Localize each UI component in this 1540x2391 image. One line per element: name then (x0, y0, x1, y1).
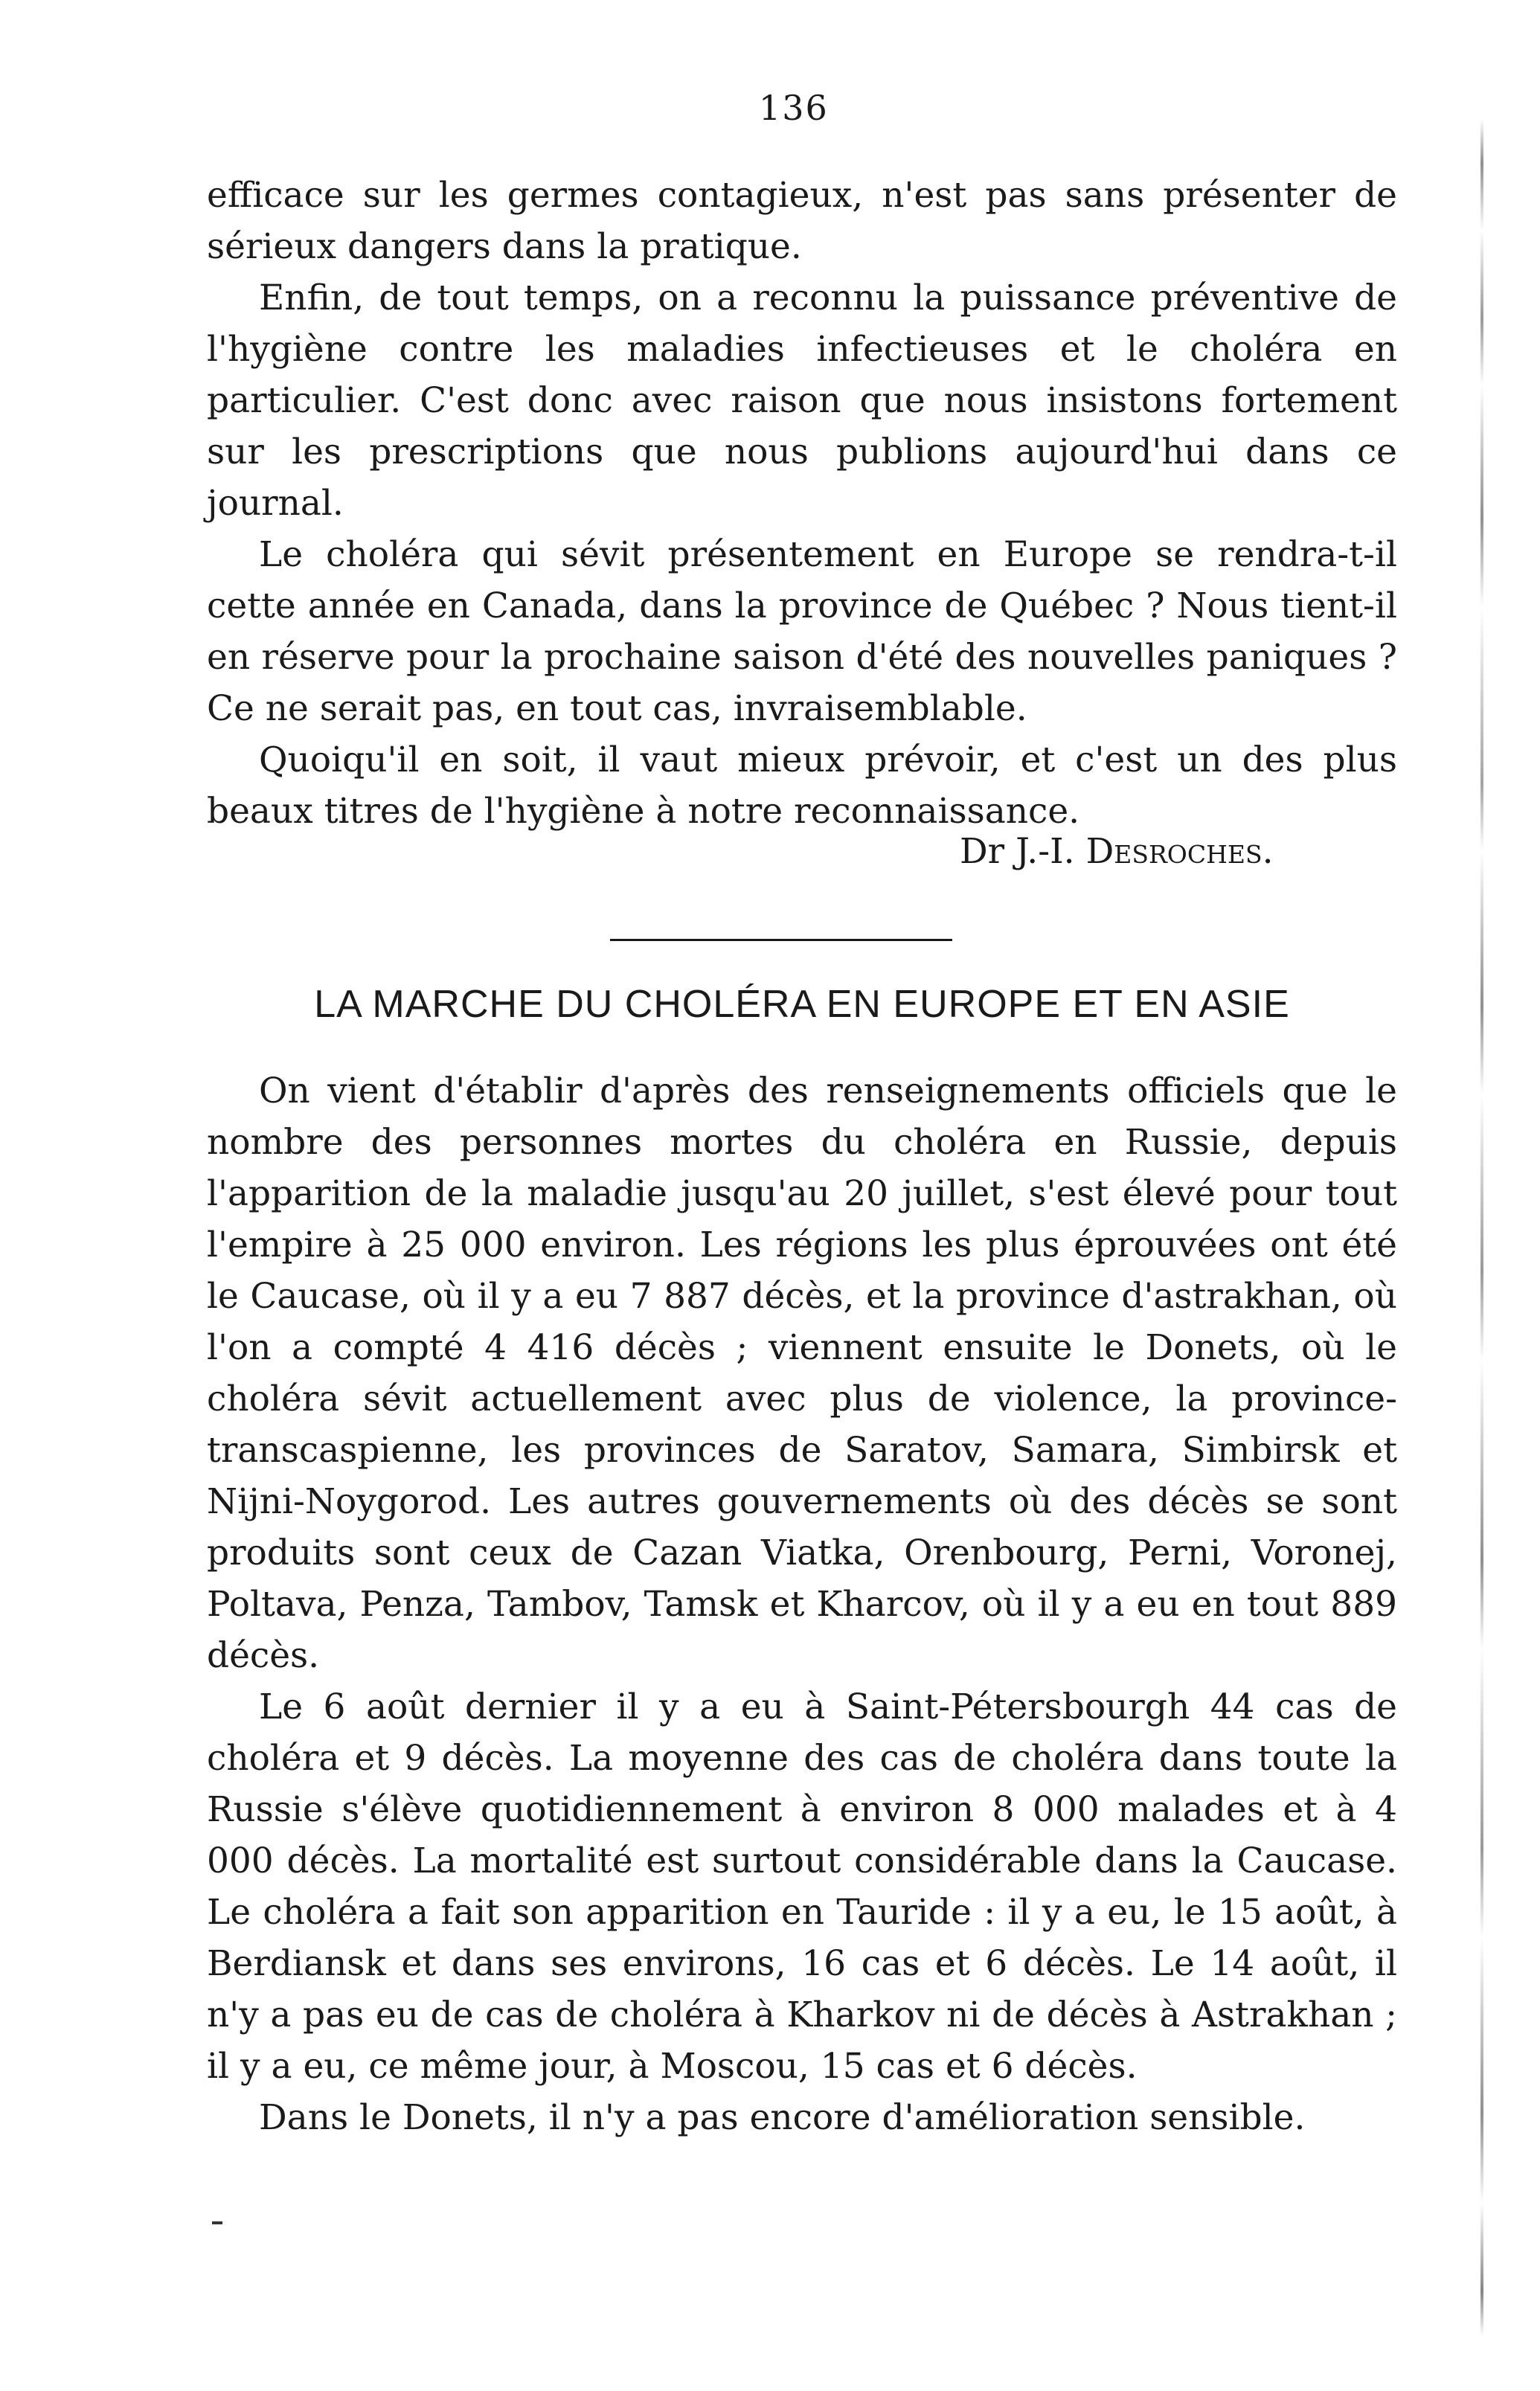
paragraph: On vient d'établir d'après des renseignements officiels que le nombre des personnes mortes du choléra en Russie, depuis l'apparition de la maladie jusqu'au 20 juillet, s'est élevé pour tout l'empire à 25 000 environ. Les régions les plus éprouvées ont été le Caucase, où il y a eu 7 887 décès, et la province d'astrakhan, où l'on a compté 4 416 décès ; viennent ensuite le Donets, où le choléra sévit actuellement avec plus de violence, la province-transcaspienne, les provinces de Saratov, Samara, Simbirsk et Nijni-Noygorod. Les autres gouvernements où des décès se sont produits sont ceux de Cazan Viatka, Orenbourg, Perni, Voronej, Poltava, Penza, Tambov, Tamsk et Kharcov, où il y a eu en tout 889 décès. (207, 1071, 1397, 1676)
section-heading: LA MARCHE DU CHOLÉRA EN EUROPE ET EN ASIE (314, 983, 1290, 1026)
paragraph: Le 6 août dernier il y a eu à Saint-Pétersbourgh 44 cas de choléra et 9 décès. La moyenne des cas de choléra dans toute la Russie s'élève quotidiennement à environ 8 000 malades et à 4 000 décès. La mortalité est surtout considérable dans la Caucase. Le choléra a fait son apparition en Tauride : il y a eu, le 15 août, à Berdiansk et dans ses environs, 16 cas et 6 décès. Le 14 août, il n'y a pas eu de cas de choléra à Kharkov ni de décès à Astrakhan ; il y a eu, ce même jour, à Moscou, 15 cas et 6 décès. (207, 1686, 1397, 2087)
section-body (207, 1065, 1397, 2143)
article-continuation (207, 170, 1397, 837)
print-speck (212, 2221, 222, 2224)
paragraph: Quoiqu'il en soit, il vaut mieux prévoir, et c'est un des plus beaux titres de l'hygiène à notre reconnaissance. (207, 739, 1397, 832)
page-number: 136 (759, 88, 829, 128)
paragraph: Dans le Donets, il n'y a pas encore d'amélioration sensible. (259, 2097, 1306, 2138)
signature-prefix: Dr J.-I. (960, 831, 1075, 872)
paragraph: Enfin, de tout temps, on a reconnu la puissance préventive de l'hygiène contre les maladies infectieuses et le choléra en particulier. C'est donc avec raison que nous insistons fortement sur les prescriptions que nous publions aujourd'hui dans ce journal. (207, 277, 1397, 524)
author-signature (960, 826, 1274, 877)
scan-margin-edge (1480, 119, 1483, 2336)
section-divider (610, 939, 952, 941)
paragraph: efficace sur les germes contagieux, n'est pas sans présenter de sérieux dangers dans la pratique. (207, 175, 1397, 267)
paragraph: Le choléra qui sévit présentement en Europe se rendra-t-il cette année en Canada, dans la province de Québec ? Nous tient-il en réserve pour la prochaine saison d'été des nouvelles paniques ? Ce ne serait pas, en tout cas, invraisemblable. (207, 534, 1397, 729)
signature-name: Desroches. (1085, 831, 1274, 872)
